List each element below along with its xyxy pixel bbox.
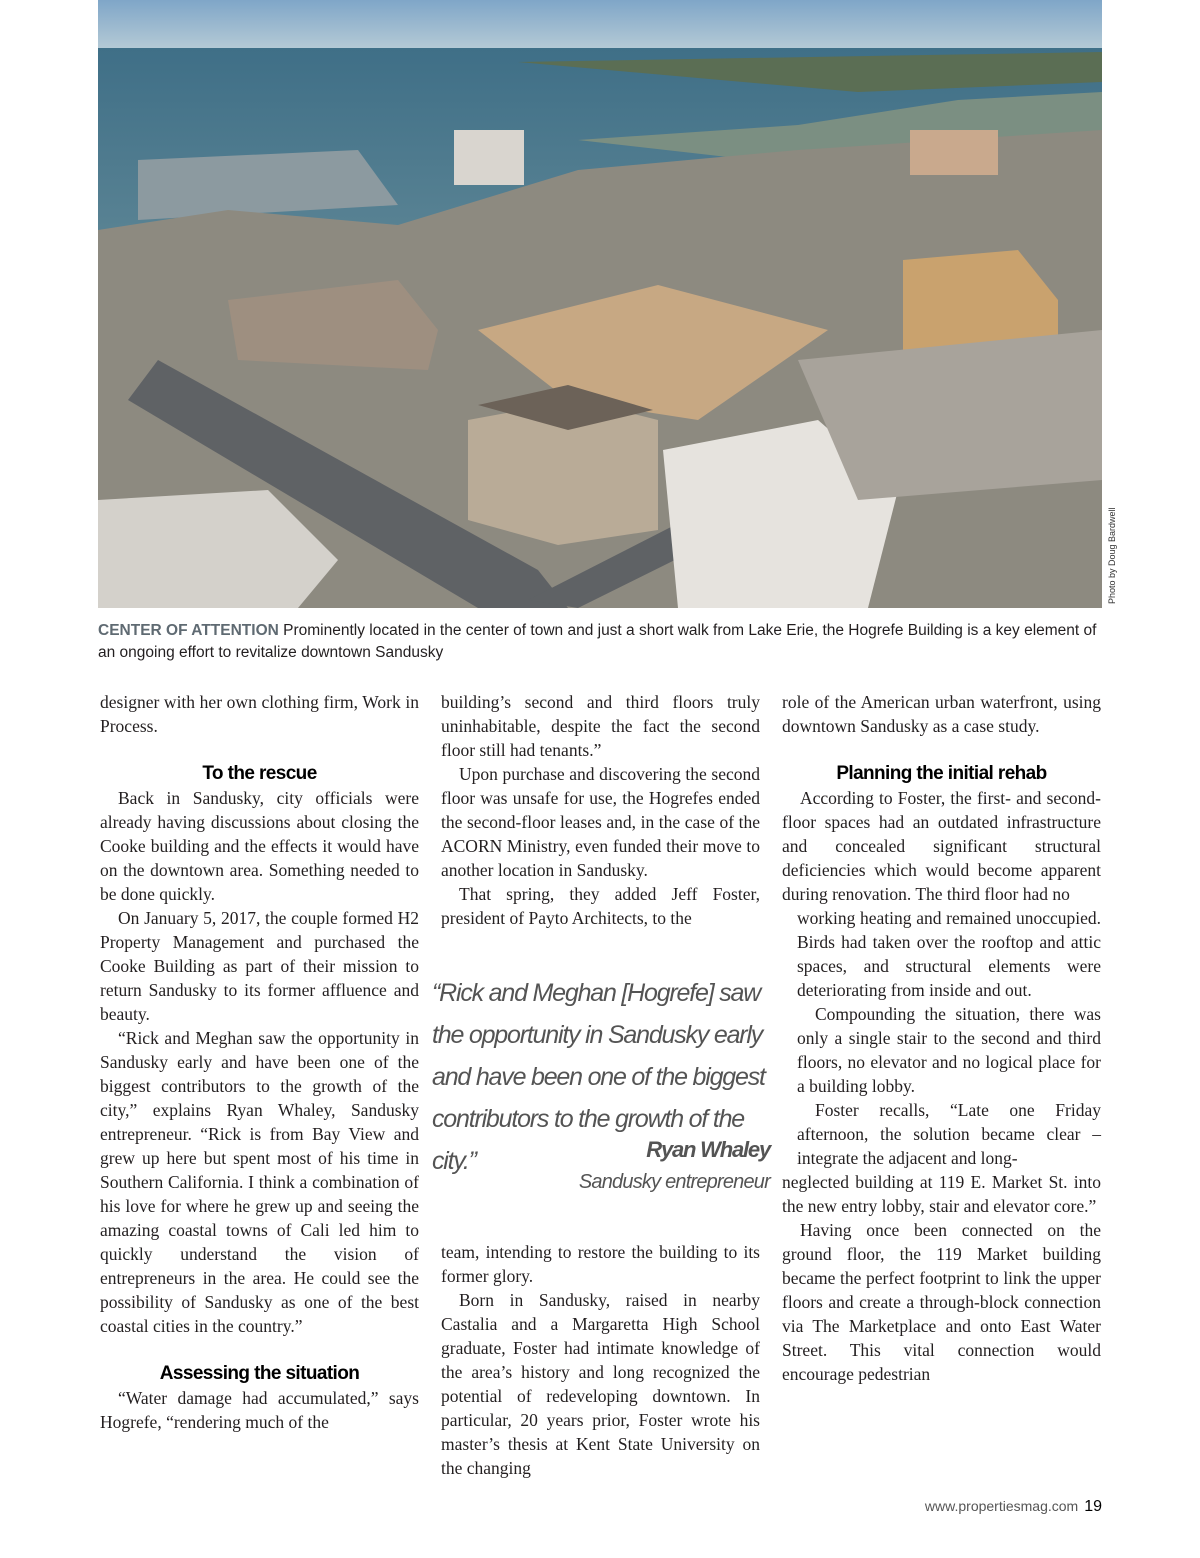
- aerial-photo-illustration: [98, 0, 1102, 608]
- paragraph: neglected building at 119 E. Market St. into the new entry lobby, stair and elevator core.”: [782, 1172, 1101, 1216]
- pull-quote-attribution-name: Ryan Whaley: [646, 1137, 770, 1162]
- paragraph: Born in Sandusky, raised in nearby Castalia and a Margaretta High School graduate, Foster had intimate knowledge of the area’s history and long recognized the potential of redeveloping downtown. In particular, 20 years prior, Foster wrote his master’s thesis at Kent State University on the changing: [441, 1290, 760, 1478]
- paragraph: On January 5, 2017, the couple formed H2 Property Management and purchased the Cooke Building as part of their mission to return Sandusky to its former affluence and beauty.: [100, 908, 419, 1024]
- pull-quote-attribution-title: Sandusky entrepreneur: [578, 1171, 770, 1193]
- photo-credit: Photo by Doug Bardwell: [1107, 507, 1117, 604]
- aerial-city-photo: [98, 0, 1102, 608]
- paragraph: Compounding the situation, there was only a single stair to the second and third floors, no elevator and no logical place for a building lobby.: [797, 1004, 1101, 1096]
- article-column-1: [100, 690, 419, 1434]
- article-column-3: [782, 690, 1101, 1386]
- paragraph: building’s second and third floors truly uninhabitable, despite the fact the second floor still had tenants.”: [441, 692, 760, 760]
- paragraph: Having once been connected on the ground floor, the 119 Market building became the perfect footprint to link the upper floors and create a through-block connection via The Marketplace and onto East Water Street. This vital connection would encourage pedestrian: [782, 1220, 1101, 1384]
- paragraph: Foster recalls, “Late one Friday afternoon, the solution became clear – integrate the adjacent and long-: [797, 1100, 1101, 1168]
- section-heading-rescue: To the rescue: [202, 763, 317, 784]
- section-heading-planning: Planning the initial rehab: [836, 763, 1047, 784]
- paragraph: That spring, they added Jeff Foster, president of Payto Architects, to the: [441, 884, 760, 928]
- paragraph: working heating and remained unoccupied. Birds had taken over the rooftop and attic spaces, and structural elements were deteriorating from inside and out.: [797, 908, 1101, 1000]
- paragraph: role of the American urban waterfront, using downtown Sandusky as a case study.: [782, 692, 1101, 736]
- article-column-2-bottom: [441, 1240, 760, 1480]
- article-column-2-top: [441, 690, 760, 930]
- pull-quote: “Rick and Meghan [Hogrefe] saw the opportunity in Sandusky early and have been one of the biggest contributors to the growth of the city.”: [432, 979, 765, 1175]
- section-heading-assessing: Assessing the situation: [159, 1363, 360, 1384]
- caption-text: Prominently located in the center of town and just a short walk from Lake Erie, the Hogrefe Building is a key element of an ongoing effort to revitalize downtown Sandusky: [98, 622, 1097, 661]
- photo-caption: [98, 620, 1102, 664]
- page-footer: [925, 1498, 1102, 1516]
- paragraph: Back in Sandusky, city officials were already having discussions about closing the Cooke building and the effects it would have on the downtown area. Something needed to be done quickly.: [100, 788, 419, 904]
- paragraph: “Rick and Meghan saw the opportunity in Sandusky early and have been one of the biggest contributors to the growth of the city,” explains Ryan Whaley, Sandusky entrepreneur. “Rick is from Bay View and grew up here but spent most of his time in Southern California. I think a combination of his love for where he grew up and seeing the amazing coastal towns of Cali led him to quickly understand the vision of entrepreneurs in the area. He could see the possibility of Sandusky as one of the best coastal cities in the country.”: [100, 1028, 419, 1336]
- paragraph: Upon purchase and discovering the second floor was unsafe for use, the Hogrefes ended the second-floor leases and, in the case of the ACORN Ministry, even funded their move to another location in Sandusky.: [441, 764, 760, 880]
- paragraph: team, intending to restore the building to its former glory.: [441, 1242, 760, 1286]
- wrap-indented-block: [797, 906, 1101, 1170]
- page-number: 19: [1084, 1498, 1102, 1515]
- footer-url: www.propertiesmag.com: [924, 1498, 1079, 1514]
- paragraph: According to Foster, the first- and second-floor spaces had an outdated infrastructure and concealed significant structural deficiencies which would become apparent during renovation. The third floor had no: [782, 788, 1101, 904]
- caption-lead: CENTER OF ATTENTION: [98, 622, 279, 639]
- paragraph: designer with her own clothing firm, Work in Process.: [100, 692, 419, 736]
- paragraph: “Water damage had accumulated,” says Hogrefe, “rendering much of the: [100, 1388, 419, 1432]
